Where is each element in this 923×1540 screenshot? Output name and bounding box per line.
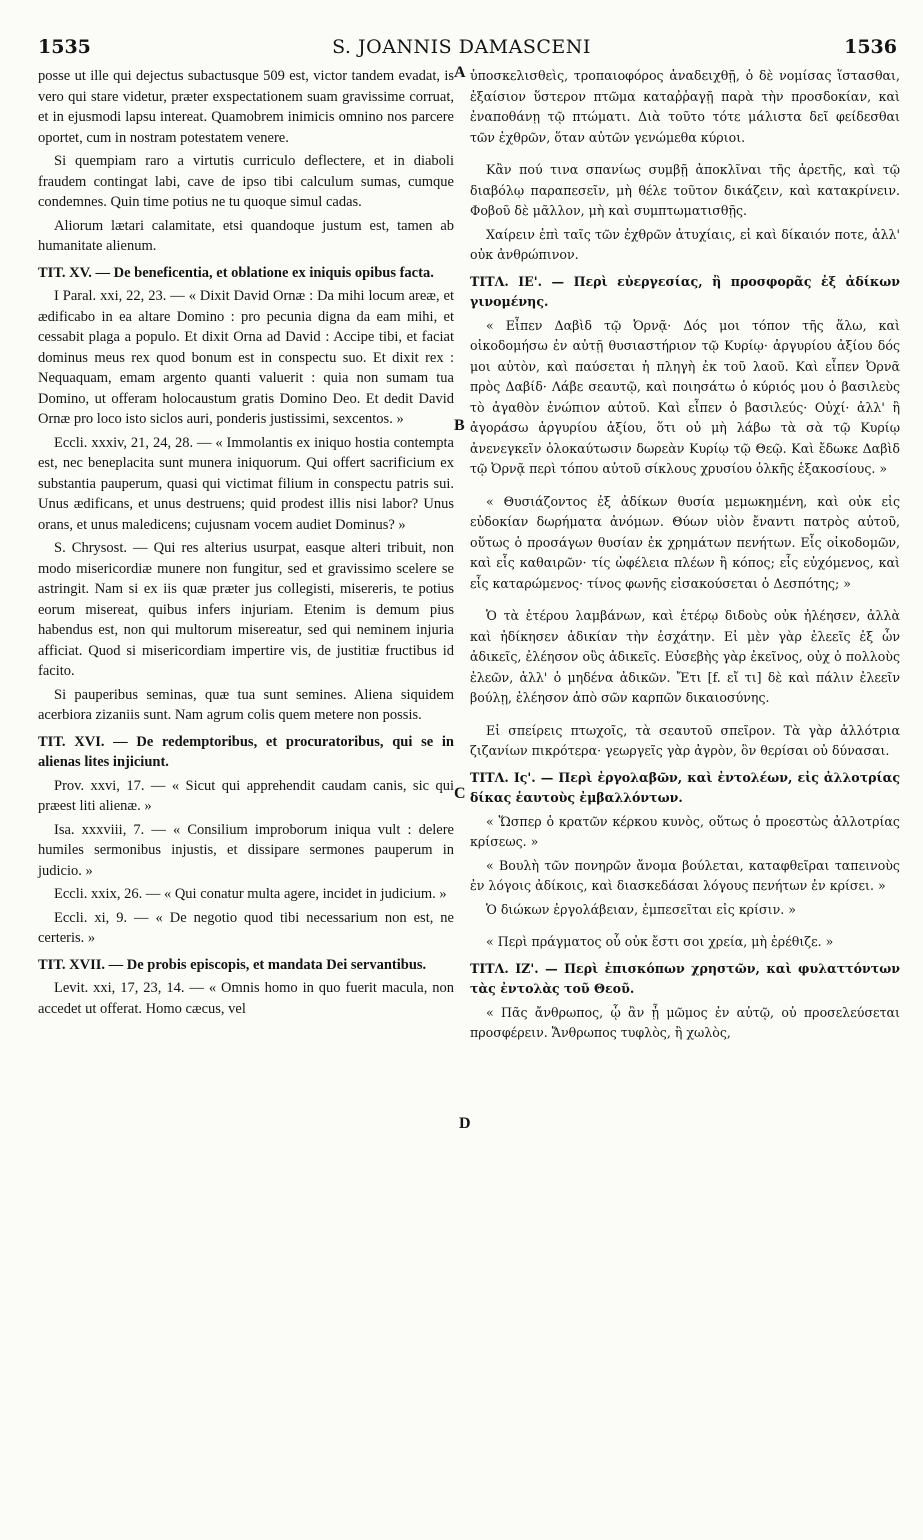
running-title: S. JOANNIS DAMASCENI xyxy=(332,36,591,58)
greek-paragraph: « Θυσιάζοντος ἐξ ἀδίκων θυσία μεμωκημένη, καὶ οὐκ εἰς εὐδοκίαν δωρήματα ἀνόμων. Θύων υἱὸν ἔναντι πατρὸς αὐτοῦ, οὕτως ὁ προσάγων θυσίαν ἐκ χρημάτων πενήτων. Εἷς οἰκοδομῶν, καὶ εἷς καθαιρῶν· τίς ὠφέλεια πλέων ἢ κόπος; εἷς εὐχόμενος, καὶ εἷς καταρώμενος· τίνος φωνῆς εἰσακούσεται ὁ Δεσπότης; » xyxy=(470,493,900,591)
greek-paragraph: « Περὶ πράγματος οὗ οὐκ ἔστι σοι χρεία, μὴ ἐρέθιζε. » xyxy=(486,934,834,949)
latin-paragraph: Aliorum lætari calamitate, etsi quandoque justum est, tamen ab humanitate alienum. xyxy=(38,217,454,254)
latin-paragraph: Si pauperibus seminas, quæ tua sunt semines. Aliena siquidem acerbiora zizaniis sunt. Nam agrum colis quem metere non possis. xyxy=(38,686,454,723)
greek-column xyxy=(470,66,900,1047)
latin-title-heading: TIT. XVI. — De redemptoribus, et procuratoribus, qui se in alienas lites injiciunt. xyxy=(38,733,454,770)
latin-paragraph: posse ut ille qui dejectus subactusque 509 est, victor tandem evadat, is vero qui stare videtur, præter exspectationem suam gravissime corruat, et in ejusmodi lapsu intereat. Quamobrem inimicis omnino nos parcere oportet, cum in nostram potestatem venere. xyxy=(38,68,454,146)
greek-paragraph: Ὁ διώκων ἐργολάβειαν, ἐμπεσεῖται εἰς κρίσιν. » xyxy=(486,901,796,917)
latin-paragraph: Si quempiam raro a virtutis curriculo deflectere, et in diaboli fraudem contingat labi, cave de ipso tibi calculum sumas, cumque condemnes. Quin time potius ne tu quoque simul cadas. xyxy=(38,153,454,210)
latin-title-heading: TIT. XV. — De beneficentia, et oblatione ex iniquis opibus facta. xyxy=(38,264,434,281)
greek-paragraph: « Ὥσπερ ὁ κρατῶν κέρκου κυνὸς, οὕτως ὁ προεστὼς ἀλλοτρίας κρίσεως. » xyxy=(470,813,900,849)
latin-paragraph: Eccli. xi, 9. — « De negotio quod tibi necessarium non est, ne certeris. » xyxy=(38,909,454,946)
greek-title-heading: ΤΙΤΛ. ΙΖ'. — Περὶ ἐπισκόπων χρηστῶν, καὶ φυλαττόντων τὰς ἐντολὰς τοῦ Θεοῦ. xyxy=(470,960,900,996)
right-page-number: 1536 xyxy=(844,36,897,58)
latin-paragraph: Eccli. xxix, 26. — « Qui conatur multa agere, incidet in judicium. » xyxy=(54,886,447,902)
latin-paragraph: Eccli. xxxiv, 21, 24, 28. — « Immolantis ex iniquo hostia contempta est, nec beneplacita sunt munera iniquorum. Qui offert sacrificium ex substantia pauperum, quasi qui victimat filium in conspectu patris sui. Unus ædificans, et unus destruens; quid prodest illis nisi labor? Unus orans, et unus maledicens; cujusnam vocem audiet Dominus? » xyxy=(38,434,454,533)
page-header xyxy=(0,0,923,60)
greek-paragraph: Ὁ τὰ ἑτέρου λαμβάνων, καὶ ἑτέρῳ διδοὺς οὐκ ἠλέησεν, ἀλλὰ καὶ ἠδίκησεν ἀδικίαν τὴν ἐσχάτην. Εἰ μὲν γὰρ ἐλεεῖς ἐξ ὧν ἀδικεῖς, ἐλέησον οὓς ἀδικεῖς. Εὐσεβὴς γὰρ ἐκεῖνος, οὐχ ὁ πολλοὺς ἐλεῶν, ἀλλ' ὁ μηδένα ἀδικῶν. Ἔτι [f. εἴ τι] δὲ καὶ πάλιν ἐλεεῖν βούλῃ, ἐλέησον ἀπὸ σῶν καρπῶν δικαιοσύνης. xyxy=(470,608,900,705)
greek-title-heading: ΤΙΤΛ. ΙΕ'. — Περὶ εὐεργεσίας, ἢ προσφορᾶς ἐξ ἀδίκων γινομένης. xyxy=(470,273,900,309)
greek-paragraph: Κἂν πού τινα σπανίως συμβῇ ἀποκλῖναι τῆς ἀρετῆς, καὶ τῷ διαβόλῳ παραπεσεῖν, μὴ θέλε τοῦτον δικάζειν, καὶ κατακρίνειν. Φοβοῦ δὲ μᾶλλον, μὴ καὶ συμπτωματισθῇς. xyxy=(470,162,900,218)
greek-paragraph: Εἰ σπείρεις πτωχοῖς, τὰ σεαυτοῦ σπεῖρον. Τὰ γὰρ ἀλλότρια ζιζανίων πικρότερα· γεωργεῖς γὰρ ἀγρὸν, ὃν θερίσαι οὐ δύνασαι. xyxy=(470,722,900,758)
left-page-number: 1535 xyxy=(38,36,91,58)
latin-paragraph: I Paral. xxi, 22, 23. — « Dixit David Ornæ : Da mihi locum areæ, et ædificabo in ea altare Domino : pro pecunia digna da eam mihi, et cessabit plaga a populo. Et dixit Orna ad David : Accipe tibi, et faciat dominus meus rex quod bonum est in conspectu suo. Et dixit rex : Nequaquam, emam argento quanti valuerit : quia non sumam tua Domino, ut offeram holocaustum gratis Domino Deo. Et dedit David Ornæ pro loco isto siclos auri, ponderis justissimi, sexcentos. » xyxy=(38,288,454,427)
latin-paragraph: Levit. xxi, 17, 23, 14. — « Omnis homo in quo fuerit macula, non accedet ut offerat. Homo cæcus, vel xyxy=(38,980,454,1017)
column-marker-a: A xyxy=(454,64,466,81)
latin-title-heading: TIT. XVII. — De probis episcopis, et mandata Dei servantibus. xyxy=(38,956,427,973)
greek-paragraph: « Πᾶς ἄνθρωπος, ᾧ ἂν ᾖ μῶμος ἐν αὐτῷ, οὐ προσελεύσεται προσφέρειν. Ἄνθρωπος τυφλὸς, ἢ χωλὸς, xyxy=(470,1004,900,1040)
greek-paragraph: ὑποσκελισθεὶς, τροπαιοφόρος ἀναδειχθῇ, ὁ δὲ νομίσας ἵστασθαι, ἐξαίσιον ὕστερον πτῶμα καταῤῥαγῇ παρὰ τὴν προσδοκίαν, καὶ ἐναποθάνῃ τῷ πτώματι. Διὰ τοῦτο τότε μάλιστα δεῖ φείδεσθαι τῶν ἐχθρῶν, ὅταν αὐτῶν γενώμεθα κύριοι. xyxy=(470,68,900,145)
column-marker-d: D xyxy=(459,1115,471,1132)
latin-paragraph: Prov. xxvi, 17. — « Sicut qui apprehendit caudam canis, sic qui præest liti alienæ. » xyxy=(38,777,454,814)
greek-title-heading: ΤΙΤΛ. Ις'. — Περὶ ἐργολαβῶν, καὶ ἐντολέων, εἰς ἀλλοτρίας δίκας ἑαυτοὺς ἐμβαλλόντων. xyxy=(470,769,900,805)
greek-paragraph: « Βουλὴ τῶν πονηρῶν ἄνομα βούλεται, καταφθεῖραι ταπεινοὺς ἐν λόγοις ἀδίκοις, καὶ διασκεδάσαι λόγους πενήτων ἐν κρίσει. » xyxy=(470,857,900,893)
latin-paragraph: Isa. xxxviii, 7. — « Consilium improborum iniqua vult : delere humiles sermonibus injustis, et dissipare sermones pauperum in judicio. » xyxy=(38,821,454,879)
latin-paragraph: S. Chrysost. — Qui res alterius usurpat, easque alteri tribuit, non modo misericordiæ munere non fungitur, sed et gravissimo scelere se astringit. Nam si ex iis quæ præter jus collegisti, misereris, te potius eorum misereat, quibus infers injuriam. Etenim is demum pius habendus est, non qui multorum misereatur, sed qui neminem injuria afficiat. Quod si misericordiam impertire vis, de justitiæ fructibus id facito. xyxy=(38,540,454,679)
greek-paragraph: Χαίρειν ἐπὶ ταῖς τῶν ἐχθρῶν ἀτυχίαις, εἰ καὶ δίκαιόν ποτε, ἀλλ' οὐκ ἀνθρώπινον. xyxy=(470,226,900,262)
latin-column xyxy=(38,66,454,1022)
column-marker-b: B xyxy=(454,417,465,434)
greek-paragraph: « Εἶπεν Δαβὶδ τῷ Ὀρνᾷ· Δός μοι τόπον τῆς ἅλω, καὶ οἰκοδομήσω ἐν αὐτῇ θυσιαστήριον τῷ Κυρίῳ· ἀργυρίου ἀξίου δός μοι αὐτὸν, καὶ παύσεται ἡ πληγὴ ἐκ τοῦ λαοῦ. Καὶ εἶπεν Ὀρνᾶ πρὸς Δαβίδ· Λάβε σεαυτῷ, καὶ ποιησάτω ὁ κύριός μου ὁ βασιλεὺς τὸ ἀγαθὸν ἐνώπιον αὐτοῦ. Καὶ εἶπεν ὁ βασιλεύς· Οὐχί· ἀλλ' ἢ ἀγοράσω ἀργυρίου ἀξίου, ὅτι οὐ μὴ λάβω τὰ σὰ τῷ Κυρίῳ ἀνενεγκεῖν ὁλοκαύτωσιν δωρεὰν Κυρίῳ τῷ Θεῷ. Καὶ ἔδωκε Δαβὶδ τῷ Ὀρνᾷ περὶ τόπου αὐτοῦ σίκλους χρυσίου ὁλκῆς ἑξακοσίους. » xyxy=(470,317,900,476)
column-marker-c: C xyxy=(454,785,466,802)
